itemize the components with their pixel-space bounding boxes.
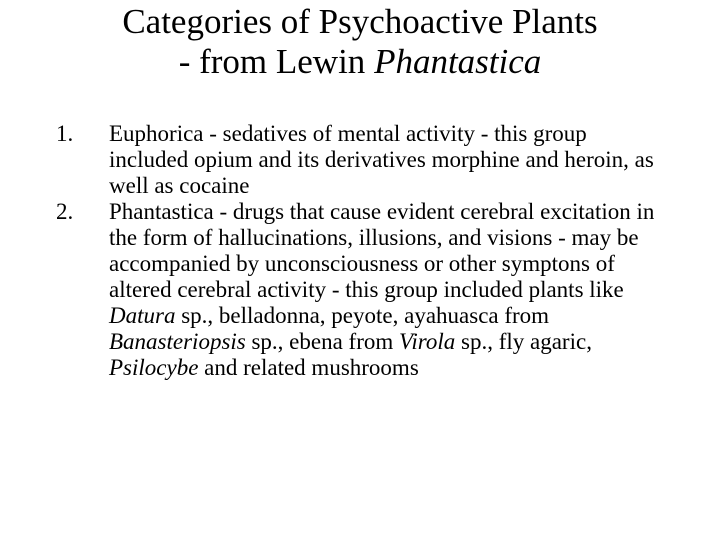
text-segment: sp., belladonna, peyote, ayahuasca from <box>175 303 550 328</box>
text-segment: and related mushrooms <box>198 355 419 380</box>
genus-psilocybe: Psilocybe <box>109 355 199 380</box>
text-segment: sp., ebena from <box>245 329 400 354</box>
title-line-2-italic: Phantastica <box>374 42 542 81</box>
genus-banasteriopsis: Banasteriopsis <box>109 329 246 354</box>
text-segment: sp., fly agaric, <box>455 329 592 354</box>
genus-virola: Virola <box>399 329 456 354</box>
list-item-text <box>109 199 664 381</box>
list-item-euphorica <box>56 121 664 199</box>
list-item-phantastica <box>56 199 664 381</box>
list-item-number: 1. <box>56 121 74 146</box>
title-line-2-prefix: - from Lewin <box>178 42 375 81</box>
title-line-1: Categories of Psychoactive Plants <box>122 2 598 41</box>
list-item-text: Euphorica - sedatives of mental activity - this group included opium and its derivatives morphine and heroin, as well as cocaine <box>109 121 654 198</box>
list-item-number: 2. <box>56 199 74 224</box>
slide-title <box>0 2 720 82</box>
text-segment: Phantastica - drugs that cause evident cerebral excitation in the form of hallucinations, illusions, and visions - may be accompanied by unconsciousness or other symptons of altered cerebral activity - this group included plants like <box>109 199 655 302</box>
genus-datura: Datura <box>109 303 176 328</box>
category-list <box>56 121 664 381</box>
title-line-2 <box>0 42 720 82</box>
